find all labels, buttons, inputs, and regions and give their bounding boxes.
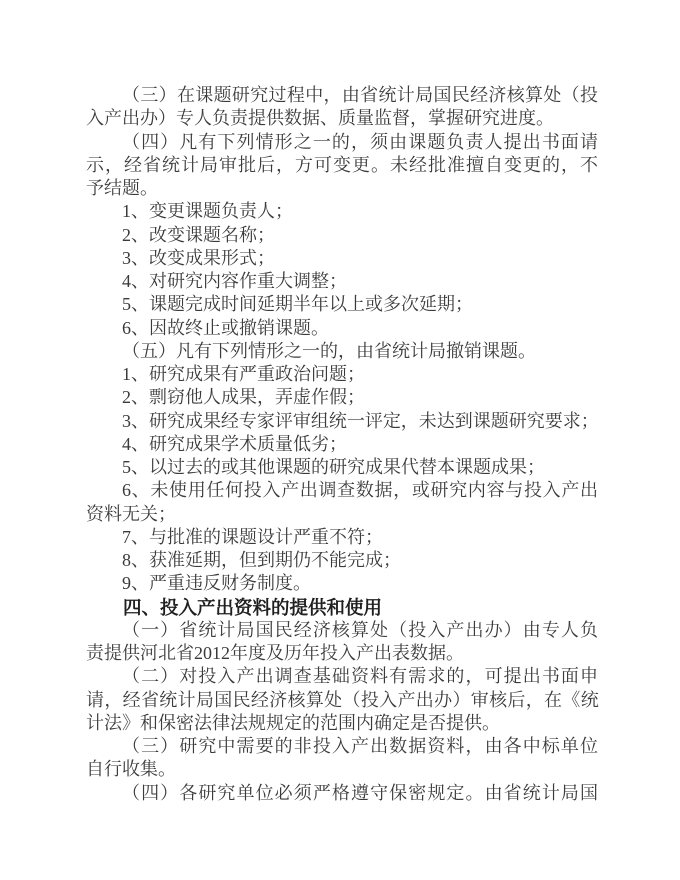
document-line: 四、投入产出资料的提供和使用	[123, 596, 383, 618]
document-line: 入产出办）专人负责提供数据、质量监督，掌握研究进度。	[86, 108, 554, 129]
document-line: 1、研究成果有严重政治问题；	[122, 364, 365, 384]
document-line: （三）在课题研究过程中，由省统计局国民经济核算处（投	[122, 85, 598, 105]
document-line: 9、严重违反财务制度。	[122, 573, 311, 594]
document-line: （五）凡有下列情形之一的，由省统计局撤销课题。	[122, 340, 536, 361]
document-line: （四）各研究单位必须严格遵守保密规定。由省统计局国	[122, 782, 598, 803]
document-line: 2、剽窃他人成果，弄虚作假；	[122, 387, 365, 408]
document-line: 示，经省统计局审批后，方可变更。未经批准擅自变更的，不	[86, 154, 598, 175]
document-line: 请，经省统计局国民经济核算处（投入产出办）审核后，在《统	[86, 689, 598, 710]
document-line: （一）省统计局国民经济核算处（投入产出办）由专人负	[122, 619, 598, 640]
document-body	[86, 84, 598, 805]
document-line: 5、以过去的或其他课题的研究成果代替本课题成果；	[122, 457, 545, 477]
document-line: 4、研究成果学术质量低劣；	[122, 433, 347, 454]
document-line: 3、研究成果经专家评审组统一评定，未达到课题研究要求；	[122, 410, 598, 431]
document-line: （三）研究中需要的非投入产出数据资料，由各中标单位	[122, 736, 598, 756]
document-line: 6、因故终止或撤销课题。	[122, 317, 329, 338]
document-line: 8、获准延期，但到期仍不能完成；	[122, 550, 401, 570]
document-line: 5、课题完成时间延期半年以上或多次延期；	[122, 294, 473, 315]
document-line: 2、改变课题名称；	[122, 224, 275, 245]
document-line: 计法》和保密法律法规规定的范围内确定是否提供。	[86, 712, 500, 733]
document-line: 3、改变成果形式；	[122, 247, 275, 268]
document-line: 自行收集。	[86, 759, 176, 780]
document-line: 4、对研究内容作重大调整；	[122, 271, 347, 291]
document-line: 予结题。	[86, 178, 158, 198]
document-line: 7、与批准的课题设计严重不符；	[122, 526, 383, 547]
document-line: 1、变更课题负责人；	[122, 201, 293, 222]
document-line: 责提供河北省2012年度及历年投入产出表数据。	[86, 643, 464, 663]
document-line: 6、未使用任何投入产出调查数据，或研究内容与投入产出	[122, 480, 598, 501]
document-line: （二）对投入产出调查基础资料有需求的，可提出书面申	[122, 666, 598, 687]
document-line: （四）凡有下列情形之一的，须由课题负责人提出书面请	[122, 131, 598, 152]
document-line: 资料无关；	[86, 503, 176, 524]
